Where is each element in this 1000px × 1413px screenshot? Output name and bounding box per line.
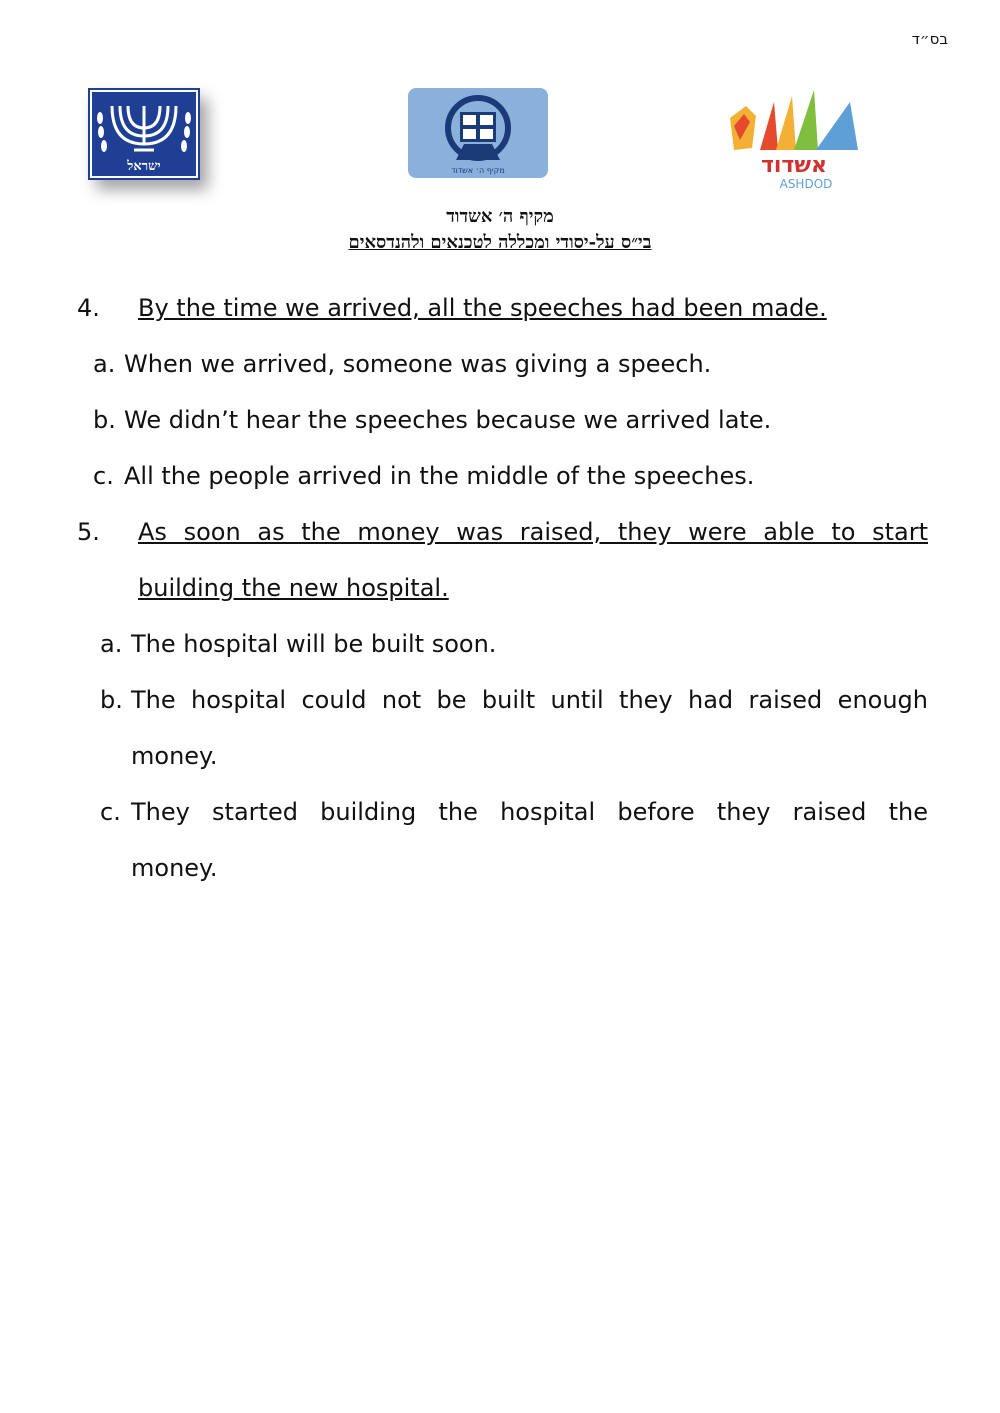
option-text-line2: money. — [131, 742, 218, 770]
israel-emblem-logo — [88, 88, 200, 180]
school-name-line1: מקיף ה׳ אשדוד — [446, 206, 554, 227]
emblem-label: ישראל — [127, 159, 161, 174]
question-text-line2: building the new hospital. — [138, 574, 449, 602]
question-number: 5. — [77, 518, 100, 546]
school-logo-label: מקיף ה׳ אשדוד — [451, 166, 505, 175]
city-logo-english: ASHDOD — [779, 177, 833, 191]
option-text-line1: They started building the hospital before they raised the — [131, 798, 928, 826]
school-header — [0, 204, 1000, 256]
city-logo-hebrew: אשדוד — [760, 153, 828, 178]
option-text-line1: The hospital could not be built until they had raised enough — [131, 686, 928, 714]
option-letter: b. — [93, 406, 116, 434]
option-letter: c. — [93, 462, 114, 490]
option-text-line2: money. — [131, 854, 218, 882]
option-text: When we arrived, someone was giving a speech. — [124, 350, 712, 378]
option-text: We didn’t hear the speeches because we arrived late. — [124, 406, 772, 434]
option-letter: b. — [100, 686, 123, 714]
school-name-line2: בי״ס על-יסודי ומכללה לטכנאים ולהנדסאים — [348, 232, 652, 253]
option-letter: a. — [93, 350, 116, 378]
option-text: The hospital will be built soon. — [131, 630, 497, 658]
option-letter: c. — [100, 798, 121, 826]
question-text: By the time we arrived, all the speeches had been made. — [138, 294, 827, 322]
bsd-mark: בס״ד — [911, 30, 948, 48]
ashdod-city-logo — [726, 88, 862, 192]
school-logo — [408, 88, 548, 178]
question-number: 4. — [77, 294, 100, 322]
option-text: All the people arrived in the middle of the speeches. — [124, 462, 755, 490]
option-letter: a. — [100, 630, 123, 658]
question-text-line1: As soon as the money was raised, they were able to start — [138, 518, 928, 546]
